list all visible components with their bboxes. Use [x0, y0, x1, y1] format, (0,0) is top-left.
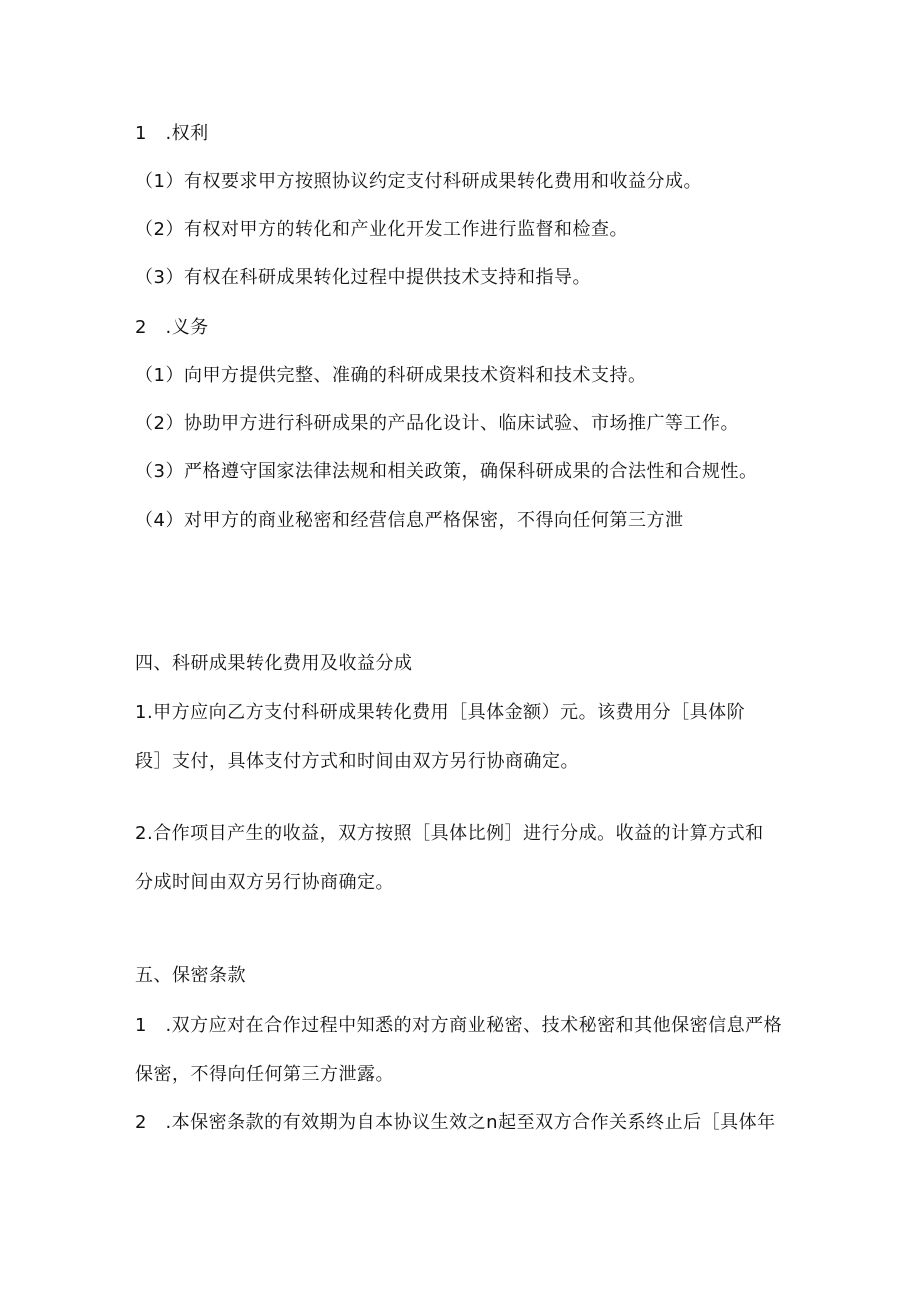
- fees-paragraph-1-line-1: 1.甲方应向乙方支付科研成果转化费用［具体金额）元。该费用分［具体阶: [135, 702, 746, 723]
- section-heading-obligations: 2 .义务: [135, 317, 209, 338]
- rights-item-3: （3）有权在科研成果转化过程中提供技术支持和指导。: [135, 267, 591, 288]
- obligations-item-4: （4）对甲方的商业秘密和经营信息严格保密，不得向任何第三方泄: [135, 510, 684, 531]
- fees-paragraph-2-line-2: 分成时间由双方另行协商确定。: [135, 872, 394, 893]
- confidentiality-paragraph-1-line-2: 保密，不得向任何第三方泄露。: [135, 1064, 394, 1085]
- fees-paragraph-2-line-1: 2.合作项目产生的收益，双方按照［具体比例］进行分成。收益的计算方式和: [135, 823, 764, 844]
- section-heading-rights: 1 .权利: [135, 123, 209, 144]
- obligations-item-2: （2）协助甲方进行科研成果的产品化设计、临床试验、市场推广等工作。: [135, 413, 739, 434]
- rights-item-1: （1）有权要求甲方按照协议约定支付科研成果转化费用和收益分成。: [135, 171, 702, 192]
- section-heading-confidentiality: 五、保密条款: [135, 965, 246, 986]
- fees-paragraph-1-line-2: 段］支付，具体支付方式和时间由双方另行协商确定。: [135, 751, 579, 772]
- obligations-item-3: （3）严格遵守国家法律法规和相关政策，确保科研成果的合法性和合规性。: [135, 461, 758, 482]
- confidentiality-paragraph-1-line-1: 1 .双方应对在合作过程中知悉的对方商业秘密、技术秘密和其他保密信息严格: [135, 1015, 783, 1036]
- section-heading-fees: 四、科研成果转化费用及收益分成: [135, 653, 413, 674]
- confidentiality-paragraph-2-line-1: 2 .本保密条款的有效期为自本协议生效之n起至双方合作关系终止后［具体年: [135, 1112, 776, 1133]
- obligations-item-1: （1）向甲方提供完整、准确的科研成果技术资料和技术支持。: [135, 365, 647, 386]
- rights-item-2: （2）有权对甲方的转化和产业化开发工作进行监督和检查。: [135, 219, 628, 240]
